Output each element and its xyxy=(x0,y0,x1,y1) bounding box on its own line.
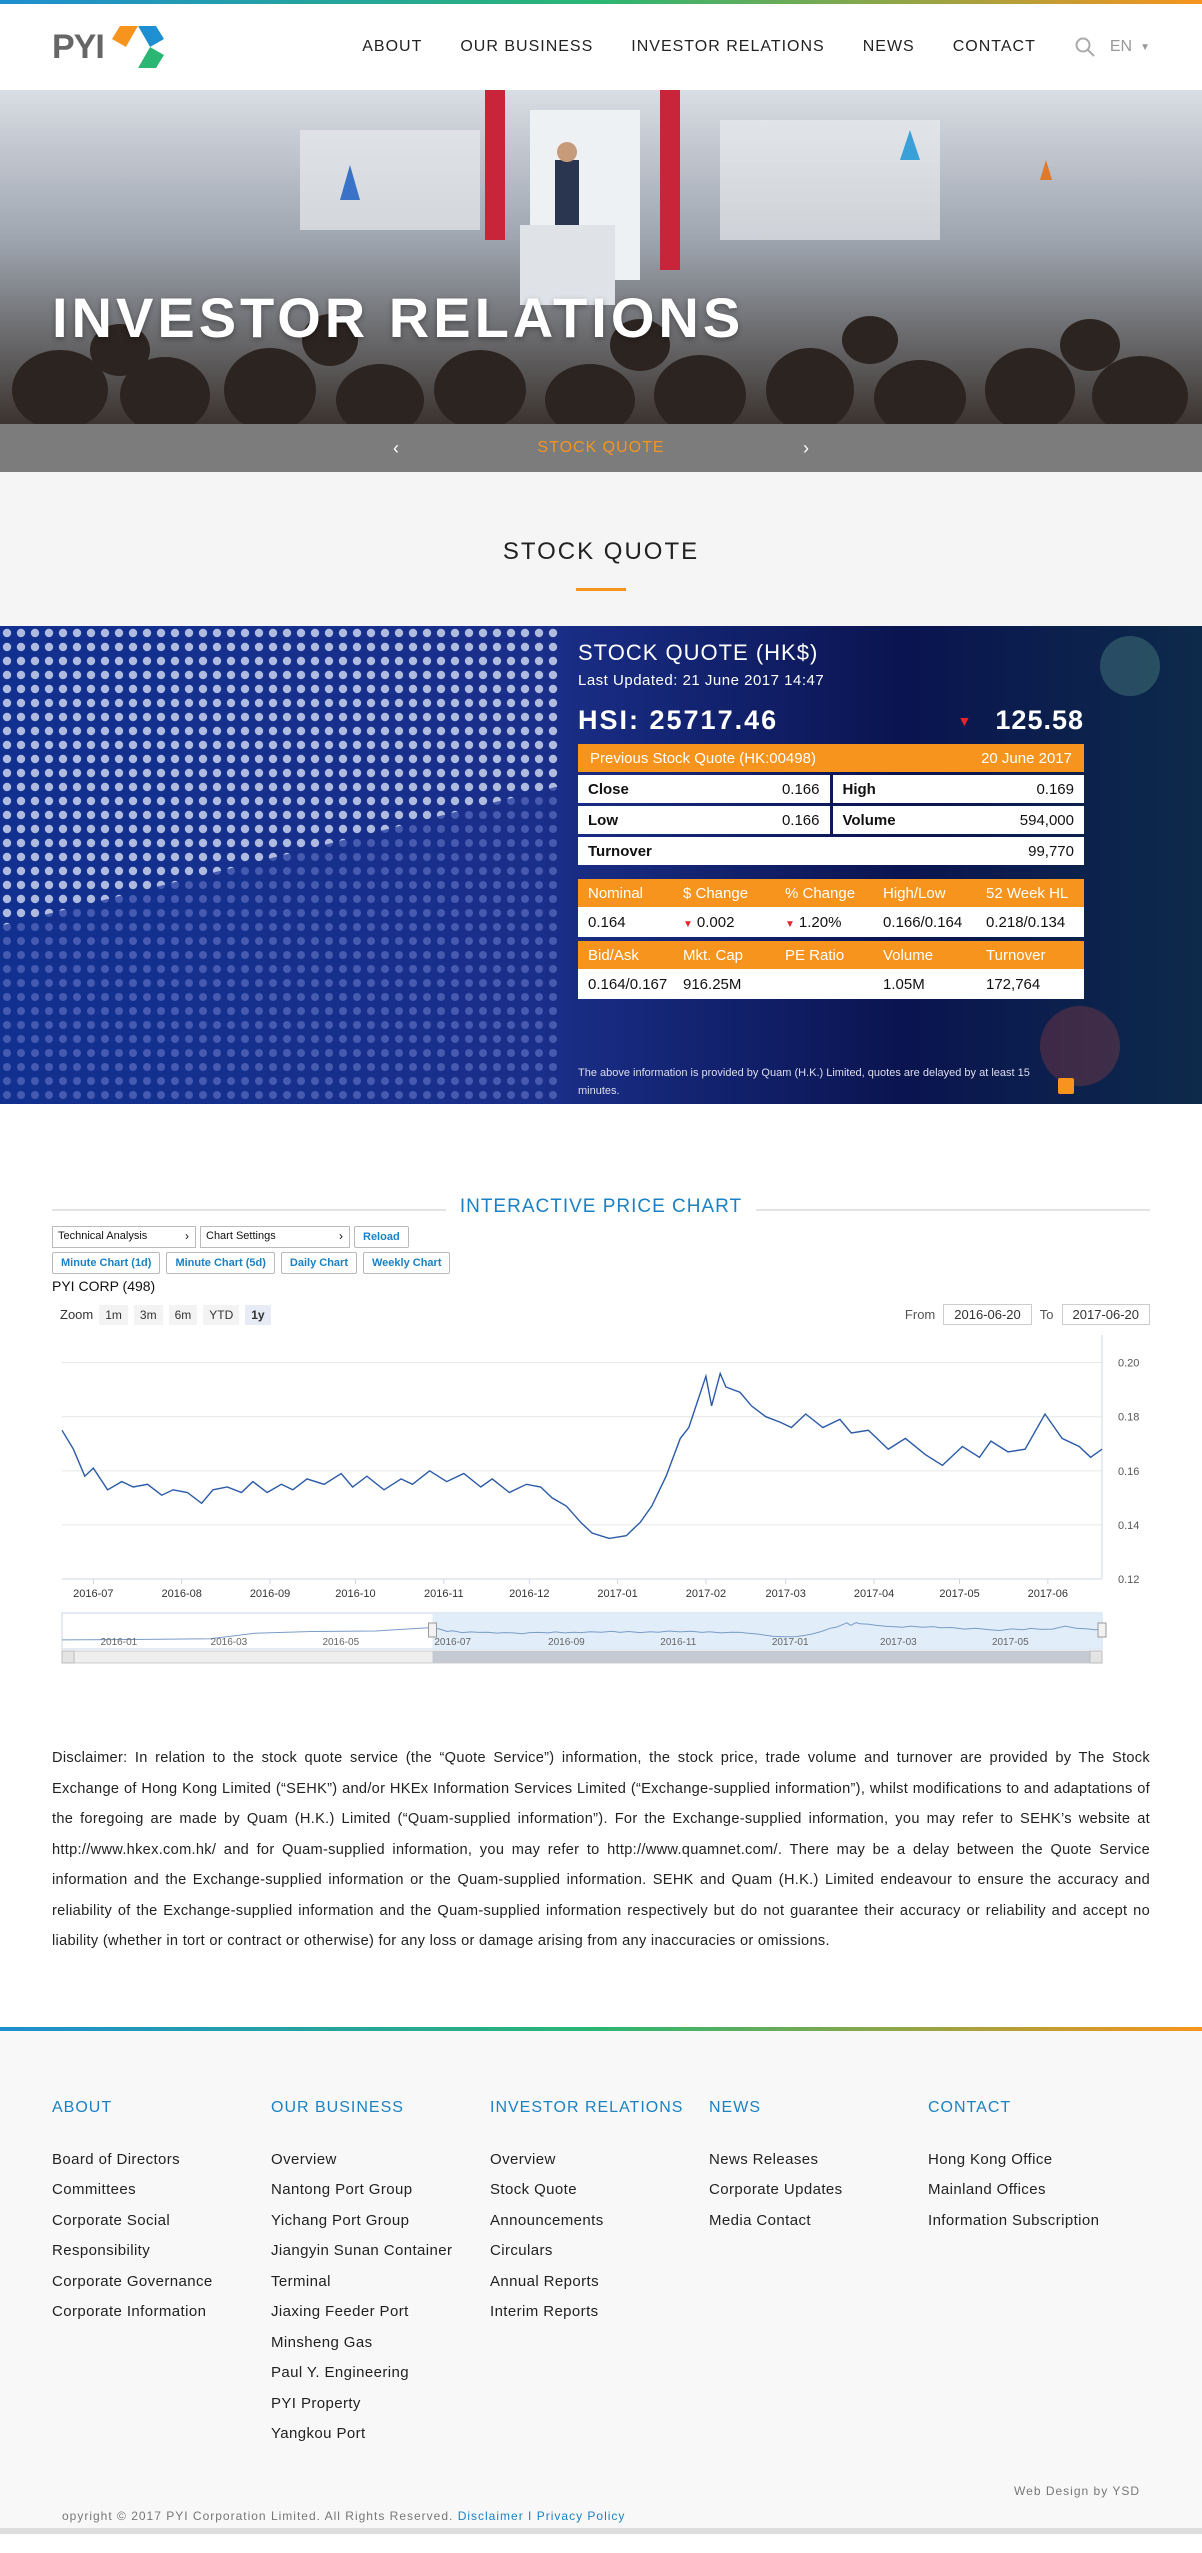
zoom-1m-button[interactable]: 1m xyxy=(99,1305,128,1325)
tab-minute-chart-5d[interactable]: Minute Chart (5d) xyxy=(166,1252,274,1274)
navigator-left-handle xyxy=(429,1623,437,1637)
zoom-row xyxy=(52,1304,1150,1325)
scroll-right-button xyxy=(1090,1651,1102,1663)
quote-box xyxy=(578,640,1084,999)
navigator-tick-label: 2017-03 xyxy=(880,1637,917,1648)
hsi-change: 125.58 xyxy=(995,705,1084,735)
zoom-label: Zoom xyxy=(60,1307,94,1322)
site-header xyxy=(0,4,1202,90)
footer-link[interactable]: Media Contact xyxy=(709,2211,811,2229)
x-tick-label: 2016-12 xyxy=(509,1588,550,1600)
disclaimer-text: Disclaimer: In relation to the stock quote service (the “Quote Service”) information, the stock price, trade volume and turnover are provided by The Stock Exchange of Hong Kong Limited (“SEHK”) and/or HKEx Information Services Limited (“Exchange-supplied information”), whilst modifications to and adaptations of the foregoing are made by Quam (H.K.) Limited (“Quam-supplied information”). For the Exchange-supplied information, you may refer to SEHK’s website at http://www.hkex.com.hk/ and for Quam-supplied information, you may refer to http://www.quamnet.com/. There may be a delay between the Quote Service information and the Exchange-supplied information or the Quam-supplied information. SEHK and Quam (H.K.) Limited endeavour to ensure the accuracy and reliability of the Exchange-supplied information and the Quam-supplied information respectively but do not guarantee their accuracy or reliability and accept no liability (whether in tort or contract or otherwise) for any loss or damage arising from any inaccuracies or omissions. xyxy=(52,1750,1150,1949)
hsi-row xyxy=(578,705,1084,736)
reload-button[interactable]: Reload xyxy=(354,1226,409,1248)
footer-link[interactable]: Information Subscription xyxy=(928,2211,1100,2229)
next-arrow-icon[interactable]: › xyxy=(803,437,809,458)
turnover-cell: Turnover 99,770 xyxy=(578,837,1084,865)
technical-analysis-dropdown[interactable]: Technical Analysis › xyxy=(52,1226,196,1248)
x-tick-label: 2016-07 xyxy=(73,1588,114,1600)
footer-column-investor-relations xyxy=(490,2099,709,2450)
footer-column-title[interactable]: CONTACT xyxy=(928,2098,1012,2116)
footer-link[interactable]: Corporate Information xyxy=(52,2303,207,2320)
x-tick-label: 2017-03 xyxy=(765,1588,806,1600)
footer-separator: I xyxy=(528,2508,533,2523)
zoom-1y-button[interactable]: 1y xyxy=(245,1305,270,1325)
volume-cell: Volume 594,000 xyxy=(833,806,1085,834)
navigator-tick-label: 2016-07 xyxy=(434,1637,472,1648)
x-tick-label: 2017-01 xyxy=(597,1588,638,1600)
quote-source-note: The above information is provided by Quam (H.K.) Limited, quotes are delayed by at least 15 minutes. xyxy=(578,1067,1030,1097)
footer-column-our-business xyxy=(271,2099,490,2450)
footer-link[interactable]: Mainland Offices xyxy=(928,2181,1046,2198)
quam-logo-icon xyxy=(1058,1078,1074,1094)
market-value-row-1: 0.164 ▼ 0.002 ▼ 1.20% 0.166/0.164 0.218/0.134 xyxy=(578,907,1084,937)
section-title: STOCK QUOTE xyxy=(502,538,700,565)
previous-quote-bar xyxy=(578,744,1084,772)
y-tick-label: 0.20 xyxy=(1118,1357,1140,1370)
disclaimer-link[interactable]: Disclaimer xyxy=(457,2508,524,2523)
x-tick-label: 2016-11 xyxy=(424,1588,464,1600)
footer-link[interactable]: Minsheng Gas xyxy=(271,2333,373,2351)
interactive-chart-section xyxy=(0,1104,1202,1691)
y-tick-label: 0.16 xyxy=(1118,1465,1140,1478)
price-series-line xyxy=(62,1374,1102,1539)
chart-toolbar xyxy=(52,1226,1150,1248)
footer-link[interactable]: News Releases xyxy=(709,2150,819,2168)
footer-column-about xyxy=(52,2099,271,2450)
x-tick-label: 2017-04 xyxy=(853,1588,895,1600)
footer-link[interactable]: Board of Directors xyxy=(52,2150,181,2168)
market-header-row-2: Bid/Ask Mkt. Cap PE Ratio Volume Turnover xyxy=(578,941,1084,969)
previous-quote-date: 20 June 2017 xyxy=(981,749,1072,767)
footer-column-contact xyxy=(928,2099,1147,2450)
footer-link[interactable]: Annual Reports xyxy=(490,2272,599,2290)
hero-banner xyxy=(0,90,1202,424)
section-heading xyxy=(0,472,1202,626)
nav-investor-relations[interactable]: INVESTOR RELATIONS xyxy=(631,38,825,55)
footer-link[interactable]: Jiaxing Feeder Port xyxy=(271,2303,409,2320)
copyright-text: opyright © 2017 PYI Corporation Limited. All Rights Reserved. xyxy=(62,2508,454,2523)
privacy-policy-link[interactable]: Privacy Policy xyxy=(536,2508,626,2523)
footer-link[interactable]: PYI Property xyxy=(271,2394,361,2412)
hero-background-image xyxy=(0,90,1202,424)
zoom-ytd-button[interactable]: YTD xyxy=(203,1305,239,1325)
price-chart[interactable] xyxy=(52,1331,1150,1691)
navigator-tick-label: 2016-05 xyxy=(322,1637,360,1648)
tab-daily-chart[interactable]: Daily Chart xyxy=(281,1252,357,1274)
nav-our-business[interactable]: OUR BUSINESS xyxy=(460,38,594,55)
navigator-right-handle xyxy=(1098,1623,1106,1637)
market-header-row-1: Nominal $ Change % Change High/Low 52 Week HL xyxy=(578,879,1084,907)
x-tick-label: 2016-09 xyxy=(249,1588,291,1600)
section-title-underline xyxy=(576,588,626,591)
search-icon[interactable] xyxy=(1074,36,1096,58)
chart-stock-name: PYI CORP (498) xyxy=(52,1278,156,1294)
navigator-tick-label: 2016-01 xyxy=(100,1637,138,1648)
sub-navigation xyxy=(0,424,1202,472)
logo[interactable] xyxy=(52,17,170,77)
copyright-line xyxy=(62,2509,625,2523)
chevron-down-icon: ▼ xyxy=(1140,41,1150,53)
footer-link[interactable]: Stock Quote xyxy=(490,2181,577,2198)
chart-type-tabs xyxy=(52,1252,1150,1274)
from-date-input[interactable]: 2016-06-20 xyxy=(943,1304,1032,1325)
footer-column-title[interactable]: ABOUT xyxy=(52,2098,113,2116)
footer-link[interactable]: Yichang Port Group xyxy=(271,2211,410,2229)
y-tick-label: 0.14 xyxy=(1118,1519,1140,1532)
footer-link[interactable]: Circulars xyxy=(490,2242,553,2259)
footer-link[interactable]: Committees xyxy=(52,2181,137,2198)
down-arrow-icon: ▼ xyxy=(785,918,795,930)
tab-minute-chart-1d[interactable]: Minute Chart (1d) xyxy=(52,1252,160,1274)
prev-arrow-icon[interactable]: ‹ xyxy=(393,437,399,458)
quote-title: STOCK QUOTE (HK$) xyxy=(578,640,819,665)
chart-heading-text: INTERACTIVE PRICE CHART xyxy=(446,1196,756,1217)
footer-link[interactable]: Nantong Port Group xyxy=(271,2181,413,2198)
language-label: EN xyxy=(1109,38,1133,55)
tab-weekly-chart[interactable]: Weekly Chart xyxy=(363,1252,451,1274)
logo-text: PYI xyxy=(52,27,104,66)
subnav-current-label[interactable]: STOCK QUOTE xyxy=(537,439,665,456)
footer-link[interactable]: Overview xyxy=(271,2150,337,2168)
market-value-row-2: 0.164/0.167 916.25M 1.05M 172,764 xyxy=(578,969,1084,999)
footer-link[interactable]: Interim Reports xyxy=(490,2303,599,2320)
footer-link[interactable]: Overview xyxy=(490,2150,556,2168)
bottom-bar xyxy=(0,2528,1202,2534)
zoom-6m-button[interactable]: 6m xyxy=(169,1305,198,1325)
navigator-tick-label: 2017-05 xyxy=(991,1637,1029,1648)
close-cell: Close 0.166 xyxy=(578,775,830,803)
main-nav xyxy=(324,36,1150,58)
down-arrow-icon: ▼ xyxy=(957,712,974,729)
footer-link[interactable]: Paul Y. Engineering xyxy=(271,2364,409,2381)
logo-hexagon-icon xyxy=(106,17,170,77)
x-tick-label: 2017-05 xyxy=(939,1588,980,1600)
x-tick-label: 2017-02 xyxy=(685,1588,727,1600)
high-cell: High 0.169 xyxy=(833,775,1085,803)
footer-link[interactable]: Corporate Governance xyxy=(52,2272,213,2290)
navigator-tick-label: 2017-01 xyxy=(771,1637,809,1648)
page-title: INVESTOR RELATIONS xyxy=(52,286,745,349)
site-footer xyxy=(0,2027,1202,2534)
zoom-3m-button[interactable]: 3m xyxy=(134,1305,163,1325)
footer-column-news xyxy=(709,2099,928,2450)
footer-link[interactable]: Corporate Updates xyxy=(709,2181,843,2198)
x-tick-label: 2017-06 xyxy=(1027,1588,1069,1600)
nav-contact[interactable]: CONTACT xyxy=(952,38,1036,55)
footer-column-title[interactable]: OUR BUSINESS xyxy=(271,2098,404,2116)
footer-column-title[interactable]: INVESTOR RELATIONS xyxy=(490,2098,684,2116)
to-label: To xyxy=(1039,1307,1054,1322)
last-updated: Last Updated: 21 June 2017 14:47 xyxy=(578,672,825,689)
y-tick-label: 0.18 xyxy=(1118,1411,1140,1424)
nav-news[interactable]: NEWS xyxy=(862,38,915,55)
previous-quote-label: Previous Stock Quote (HK:00498) xyxy=(590,749,816,767)
navigator-scrollbar-thumb xyxy=(433,1651,1090,1663)
footer-link[interactable]: Corporate Social Responsibility xyxy=(52,2211,171,2259)
chart-heading xyxy=(52,1196,1150,1222)
footer-columns xyxy=(0,2031,1202,2450)
chart-settings-dropdown[interactable]: Chart Settings › xyxy=(200,1226,350,1248)
to-date-input[interactable]: 2017-06-20 xyxy=(1062,1304,1151,1325)
footer-column-title[interactable]: NEWS xyxy=(709,2098,761,2116)
low-cell: Low 0.166 xyxy=(578,806,830,834)
previous-quote-grid xyxy=(578,775,1084,865)
x-tick-label: 2016-10 xyxy=(335,1588,376,1600)
scroll-left-button xyxy=(62,1651,74,1663)
footer-link[interactable]: Jiangyin Sunan Container Terminal xyxy=(271,2242,453,2290)
navigator-tick-label: 2016-09 xyxy=(548,1637,585,1648)
nav-about[interactable]: ABOUT xyxy=(362,38,423,55)
footer-link[interactable]: Hong Kong Office xyxy=(928,2150,1053,2168)
language-selector[interactable] xyxy=(1110,38,1150,56)
hsi-value: HSI: 25717.46 xyxy=(578,705,779,735)
footer-link[interactable]: Announcements xyxy=(490,2211,604,2229)
down-arrow-icon: ▼ xyxy=(683,918,693,930)
footer-link[interactable]: Yangkou Port xyxy=(271,2425,366,2442)
x-tick-label: 2016-08 xyxy=(161,1588,202,1600)
navigator-tick-label: 2016-11 xyxy=(660,1637,697,1648)
from-label: From xyxy=(904,1307,936,1322)
stock-quote-panel xyxy=(0,626,1202,1104)
navigator-tick-label: 2016-03 xyxy=(210,1637,248,1648)
y-tick-label: 0.12 xyxy=(1118,1574,1140,1586)
web-design-credit[interactable]: Web Design by YSD xyxy=(1014,2483,1140,2498)
